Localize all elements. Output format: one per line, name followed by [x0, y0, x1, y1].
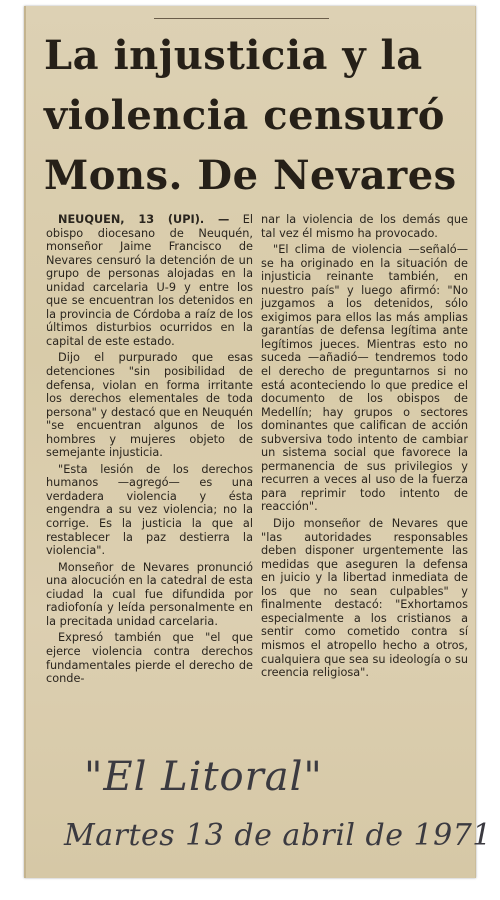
handwritten-source: "El Litoral"	[84, 754, 323, 800]
top-rule	[154, 18, 329, 19]
dateline: NEUQUEN, 13 (UPI). —	[58, 213, 230, 226]
article-text: El obispo diocesano de Neuquén, monseñor Jaime Francisco de Nevares censuró la detención de un grupo de personas alojadas en la unidad carcelaria U-9 y entre los que se encuentran los detenidos en la provincia de Córdoba a raíz de los últimos disturbios ocurridos en la capital de este estado.	[46, 213, 253, 348]
article-paragraph: Monseñor de Nevares pronunció una alocución en la catedral de esta ciudad la cual fue difundida por radiofonía y leída personalmente en la precitada unidad carcelaria.	[46, 560, 253, 628]
article-paragraph: "El clima de violencia —señaló— se ha originado en la situación de injusticia reinante también, en nuestro país" y luego afirmó: "No juzgamos a los detenidos, sólo exigimos para ellos las más amplias garantías de defensa legítima ante legítimos jueces. Mientras esto no suceda —añadió— tendremos todo el derecho de preguntarnos si no está aconteciendo lo que predice el documento de los obispos de Medellín; hay grupos o sectores dominantes que califican de acción subversiva todo intento de cambiar un sistema social que favorece la permanencia de sus privilegios y recurren a veces al uso de la fuerza para reprimir todo intento de reacción".	[261, 243, 468, 514]
handwritten-date: Martes 13 de abril de 1971	[64, 818, 492, 853]
article-paragraph: Expresó también que "el que ejerce violencia contra derechos fundamentales pierde el derecho de conde-	[46, 631, 253, 686]
article-column-right	[261, 213, 468, 683]
headline-line-3: Mons. De Nevares	[44, 152, 457, 199]
article-paragraph: nar la violencia de los demás que tal vez él mismo ha provocado.	[261, 213, 468, 240]
article-paragraph: Dijo monseñor de Nevares que "las autoridades responsables deben disponer urgentemente las medidas que aseguren la defensa en juicio y la libertad inmediata de los que no sean culpables" y finalmente destacó: "Exhortamos especialmente a los cristianos a sentir como cometido contra sí mismos el atropello hecho a otros, cualquiera que sea su ideología o su creencia religiosa".	[261, 517, 468, 680]
article-paragraph: Dijo el purpurado que esas detenciones "sin posibilidad de defensa, violan en forma irritante los derechos elementales de toda persona" y destacó que en Neuquén "se encuentran algunos de los hombres y mujeres objeto de semejante injusticia.	[46, 351, 253, 460]
newspaper-clipping	[24, 6, 492, 878]
article-column-left	[46, 213, 253, 689]
headline-line-1: La injusticia y la	[44, 32, 423, 79]
headline	[44, 26, 459, 206]
article-paragraph: "Esta lesión de los derechos humanos —agregó— es una verdadera violencia y ésta engendra a su vez violencia; no la corrige. Es la justicia la que al restablecer la paz destierra la violencia".	[46, 462, 253, 558]
headline-line-2: violencia censuró	[44, 92, 445, 139]
article-body	[46, 213, 466, 743]
article-paragraph	[46, 213, 253, 348]
